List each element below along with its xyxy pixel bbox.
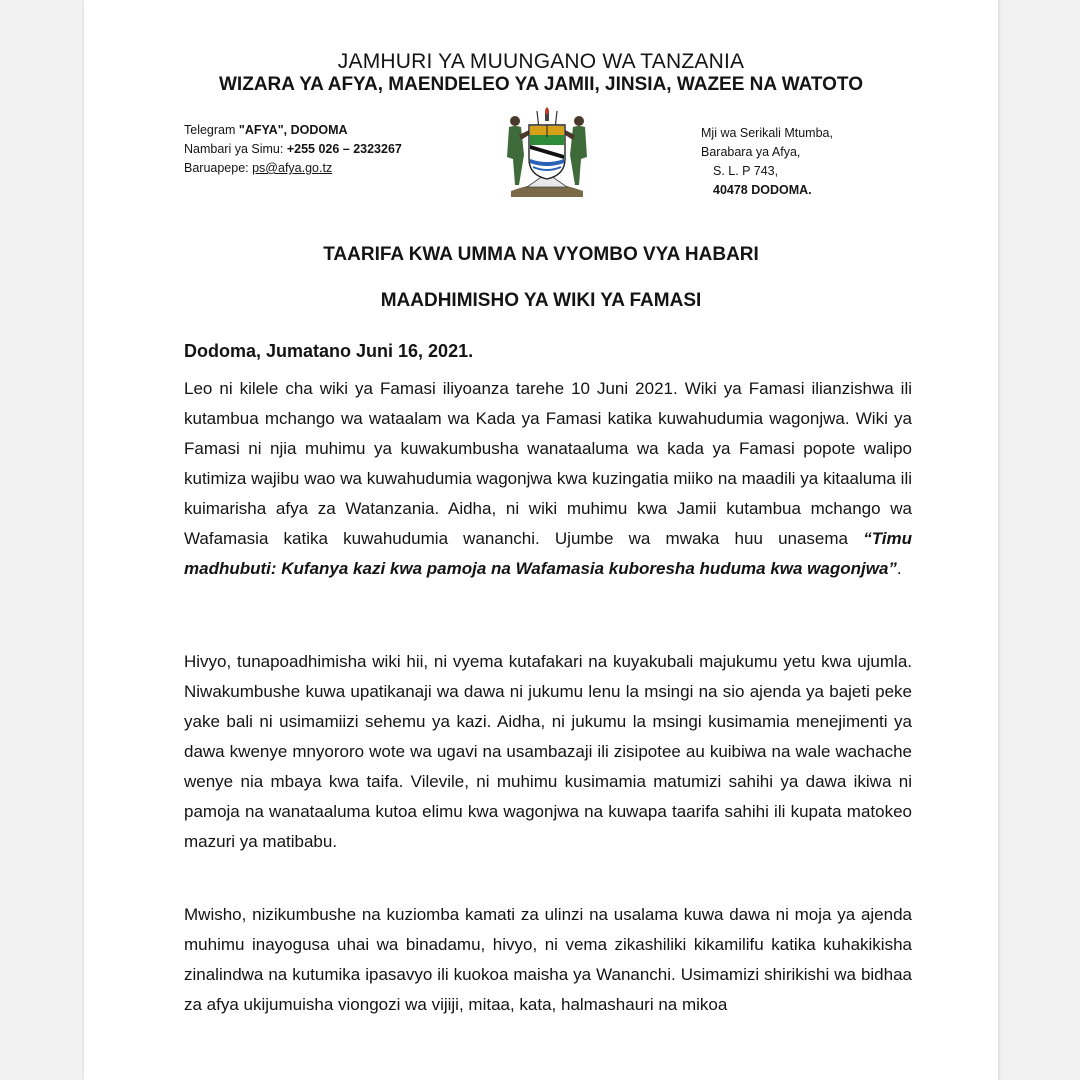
paragraph-1-end: . [896, 559, 902, 578]
email-link[interactable]: ps@afya.go.tz [252, 161, 333, 175]
telegram-label: Telegram [184, 123, 239, 137]
phone-line [184, 140, 402, 159]
letterhead-country: JAMHURI YA MUUNGANO WA TANZANIA [337, 50, 745, 73]
document-subtitle: MAADHIMISHO YA WIKI YA FAMASI [380, 290, 702, 311]
paragraph-3: Mwisho, nizikumbushe na kuziomba kamati za ulinzi na usalama kuwa dawa ni moja ya ajenda muhimu inayogusa uhai wa binadamu, hivyo, ni vema zikashiliki kikamilifu katika kuhakikisha zinalindwa na kutumika ipasavyo ili kuokoa maisha ya Wananchi. Usimamizi shirikishi wa bidhaa za afya ukijumuisha viongozi wa vijiji, mitaa, kata, halmashauri na mikoa [184, 905, 912, 1014]
coat-of-arms-icon [497, 107, 597, 199]
address-line-3: S. L. P 743, [713, 164, 779, 178]
telegram-line [184, 121, 402, 140]
letterhead-ministry: WIZARA YA AFYA, MAENDELEO YA JAMII, JINSIA, WAZEE NA WATOTO [219, 74, 863, 95]
contact-left [184, 121, 402, 178]
phone-value: +255 026 – 2323267 [286, 142, 402, 156]
address-line-1: Mji wa Serikali Mtumba, [701, 126, 833, 140]
paragraph-1-text: Leo ni kilele cha wiki ya Famasi iliyoanza tarehe 10 Juni 2021. Wiki ya Famasi ilianzishwa ili kutambua mchango wa wataalam wa Kada ya Famasi katika kuwahudumia wagonjwa. Wiki ya Famasi ni njia muhimu ya kuwakumbusha wanataaluma wa kada ya Famasi popote walipo kutimiza wajibu wao wa kuwahudumia wagonjwa kwa kuzingatia miiko na maadili ya kitaaluma ili kuimarisha afya za Watanzania. Aidha, ni wiki muhimu kwa Jamii kutambua mchango wa Wafamasia katika kuwahudumia wananchi. Ujumbe wa mwaka huu unasema [184, 379, 912, 548]
theme-quote: “Timu madhubuti: Kufanya kazi kwa pamoja na Wafamasia kuboresha huduma kwa wagonjwa” [184, 529, 912, 578]
paragraph-1 [184, 374, 912, 584]
telegram-value: "AFYA", DODOMA [238, 123, 348, 137]
address-line-2: Barabara ya Afya, [701, 145, 801, 159]
phone-label: Nambari ya Simu: [184, 142, 287, 156]
document-page [84, 0, 998, 1080]
email-line [184, 159, 402, 178]
email-label: Baruapepe: [184, 161, 253, 175]
paragraph-2: Hivyo, tunapoadhimisha wiki hii, ni vyema kutafakari na kuyakubali majukumu yetu kwa ujumla. Niwakumbushe kuwa upatikanaji wa dawa ni jukumu lenu la msingi na sio ajenda ya bajeti peke yake bali ni usimamiizi sehemu ya kazi. Aidha, ni jukumu la msingi kusimamia menejimenti ya dawa kwenye mnyororo wote wa ugavi na usambazaji ili zisipotee au kuibiwa na wale wachache wenye nia mbaya kwa taifa. Vilevile, ni muhimu kusimamia matumizi sahihi ya dawa ikiwa ni pamoja na wanataaluma kutoa elimu kwa wagonjwa na kuwapa taarifa sahihi ili kupata matokeo mazuri ya matibabu. [184, 652, 912, 851]
dateline: Dodoma, Jumatano Juni 16, 2021. [184, 341, 474, 361]
document-title: TAARIFA KWA UMMA NA VYOMBO VYA HABARI [323, 244, 759, 265]
address-line-4: 40478 DODOMA. [713, 183, 812, 197]
contact-right [701, 124, 833, 200]
